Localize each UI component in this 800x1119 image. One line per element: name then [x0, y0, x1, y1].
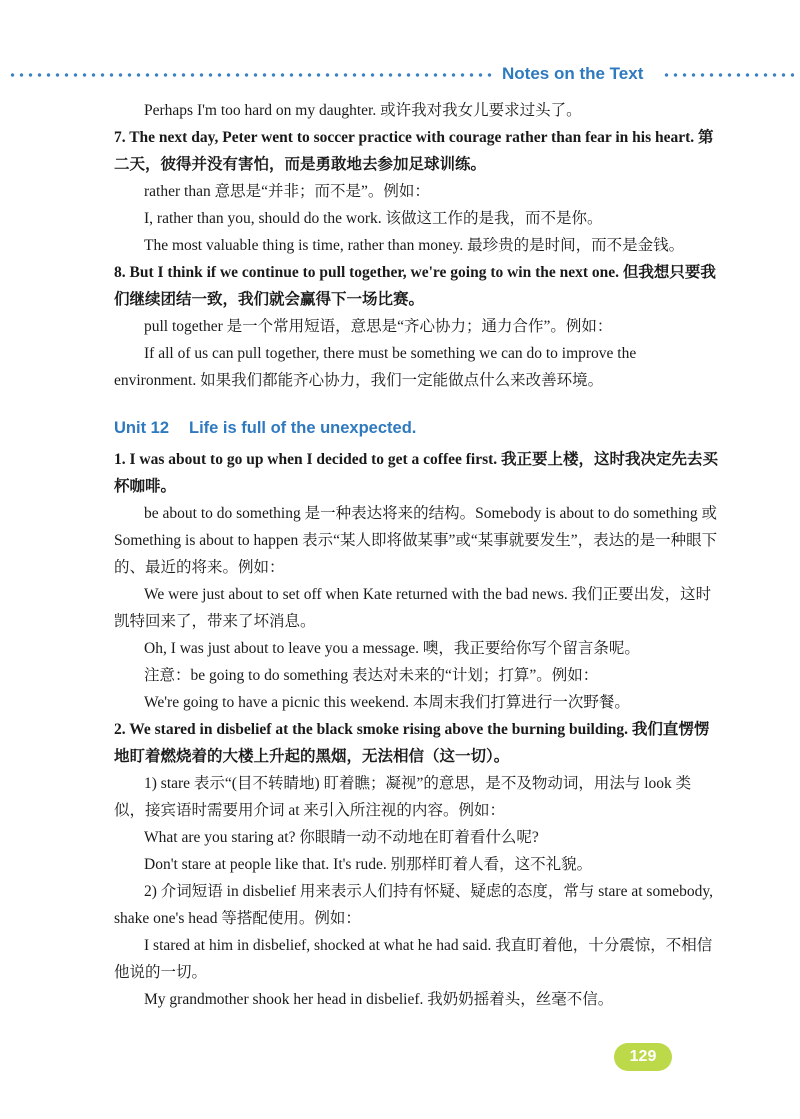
page-content: [114, 97, 719, 1013]
explanation: pull together 是一个常用短语，意思是“齐心协力；通力合作”。例如：: [144, 318, 613, 335]
example-sentence: I, rather than you, should do the work. 该做这工作的是我，而不是你。: [144, 210, 603, 227]
running-header: [0, 62, 800, 90]
note-heading-7: 7. The next day, Peter went to soccer practice with courage rather than fear in his heart. 第二天，彼得并没有害怕，而是勇敢地去参加足球训练。: [114, 129, 714, 173]
note-heading-2: 2. We stared in disbelief at the black smoke rising above the burning building. 我们直愣愣地盯着燃烧着的大楼上升起的黑烟，无法相信（这一切）。: [114, 721, 710, 765]
explanation: 1) stare 表示“(目不转睛地) 盯着瞧；凝视”的意思，是不及物动词，用法与 look 类似，接宾语时需要用介词 at 来引入所注视的内容。例如：: [114, 775, 692, 819]
explanation-note: 注意：be going to do something 表达对未来的“计划；打算”。例如：: [144, 667, 599, 684]
explanation: be about to do something 是一种表达将来的结构。Somebody is about to do something 或 Something is about to happen 表示“某人即将做某事”或“某事就要发生”，表达的是一种眼下的、最近的将来。例如：: [114, 505, 718, 576]
example-sentence: Perhaps I'm too hard on my daughter. 或许我对我女儿要求过头了。: [144, 102, 582, 119]
explanation: 2) 介词短语 in disbelief 用来表示人们持有怀疑、疑虑的态度，常与 stare at somebody, shake one's head 等搭配使用。例如：: [114, 883, 713, 927]
page-number-badge: 129: [614, 1043, 672, 1071]
example-sentence: Don't stare at people like that. It's rude. 别那样盯着人看，这不礼貌。: [144, 856, 593, 873]
note-heading-1: 1. I was about to go up when I decided to get a coffee first. 我正要上楼，这时我决定先去买杯咖啡。: [114, 451, 719, 495]
note-heading-8: 8. But I think if we continue to pull together, we're going to win the next one. 但我想只要我们继续团结一致，我们就会赢得下一场比赛。: [114, 264, 716, 308]
example-sentence: We were just about to set off when Kate returned with the bad news. 我们正要出发，这时凯特回来了，带来了坏消息。: [114, 586, 712, 630]
explanation: rather than 意思是“并非；而不是”。例如：: [144, 183, 430, 200]
example-sentence: We're going to have a picnic this weekend. 本周末我们打算进行一次野餐。: [144, 694, 630, 711]
example-sentence: If all of us can pull together, there must be something we can do to improve the environment. 如果我们都能齐心协力，我们一定能做点什么来改善环境。: [114, 345, 637, 389]
header-title: Notes on the Text: [502, 64, 644, 83]
example-sentence: What are you staring at? 你眼睛一动不动地在盯着看什么呢?: [144, 829, 539, 846]
unit-label: Unit 12: [114, 419, 170, 437]
unit-title: Life is full of the unexpected.: [189, 419, 417, 437]
example-sentence: My grandmother shook her head in disbelief. 我奶奶摇着头，丝毫不信。: [144, 991, 614, 1008]
header-dotted-rule-right: [662, 72, 794, 78]
example-sentence: Oh, I was just about to leave you a message. 噢，我正要给你写个留言条呢。: [144, 640, 640, 657]
unit-heading: [114, 415, 719, 442]
example-sentence: The most valuable thing is time, rather than money. 最珍贵的是时间，而不是金钱。: [144, 237, 685, 254]
header-dotted-rule-left: [8, 72, 496, 78]
example-sentence: I stared at him in disbelief, shocked at what he had said. 我直盯着他，十分震惊，不相信他说的一切。: [114, 937, 713, 981]
